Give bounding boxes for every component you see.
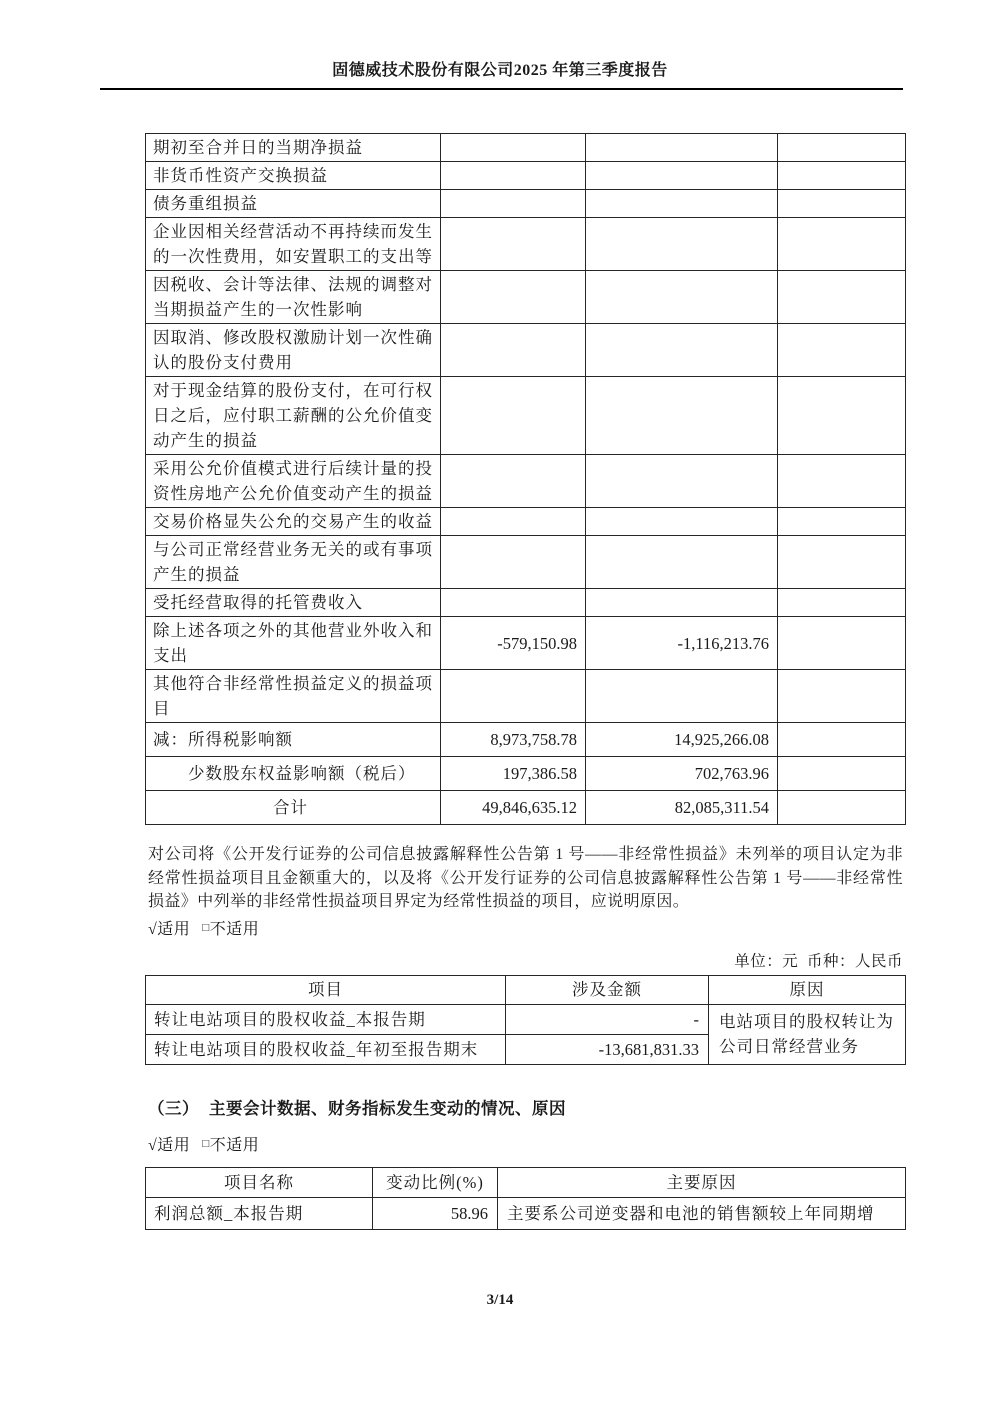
row-label: 其他符合非经常性损益定义的损益项目 bbox=[146, 670, 441, 723]
non-recurring-reason-table bbox=[145, 975, 906, 1065]
value-current-period bbox=[441, 589, 586, 617]
not-applicable-label: 不适用 bbox=[209, 1136, 260, 1154]
section-title: 主要会计数据、财务指标发生变动的情况、原因 bbox=[209, 1098, 566, 1118]
row-label: 与公司正常经营业务无关的或有事项产生的损益 bbox=[146, 536, 441, 589]
column-header-change-ratio: 变动比例(%) bbox=[373, 1167, 498, 1197]
value-ytd bbox=[586, 162, 778, 190]
value-current-period bbox=[441, 134, 586, 162]
row-label: 受托经营取得的托管费收入 bbox=[146, 589, 441, 617]
indicator-change-table bbox=[145, 1167, 906, 1230]
value-ytd bbox=[586, 190, 778, 218]
value-current-period bbox=[441, 162, 586, 190]
value-extra bbox=[778, 271, 906, 324]
value-ytd bbox=[586, 134, 778, 162]
main-reason-value: 主要系公司逆变器和电池的销售额较上年同期增 bbox=[498, 1197, 906, 1229]
applicable-label: 适用 bbox=[157, 1136, 191, 1154]
table-header-row bbox=[146, 975, 906, 1004]
applicable-group bbox=[148, 921, 190, 938]
amount-value: - bbox=[506, 1004, 709, 1034]
value-extra bbox=[778, 589, 906, 617]
table-row bbox=[146, 508, 906, 536]
row-label: 因税收、会计等法律、法规的调整对当期损益产生的一次性影响 bbox=[146, 271, 441, 324]
unit-currency-line: 单位：元 币种：人民币 bbox=[734, 952, 903, 970]
value-extra bbox=[778, 791, 906, 825]
explanation-paragraph: 对公司将《公开发行证券的公司信息披露解释性公告第 1 号——非经常性损益》未列举的项目认定为非经常性损益项目且金额重大的，以及将《公开发行证券的公司信息披露解释性公告第 1 号——非经常性损益》中列举的非经常性损益项目界定为经常性损益的项目，应说明原因。 bbox=[148, 846, 903, 910]
row-label: 对于现金结算的股份支付，在可行权日之后，应付职工薪酬的公允价值变动产生的损益 bbox=[146, 377, 441, 455]
change-ratio-value: 58.96 bbox=[373, 1197, 498, 1229]
value-extra bbox=[778, 455, 906, 508]
value-extra bbox=[778, 134, 906, 162]
value-current-period bbox=[441, 536, 586, 589]
value-current-period bbox=[441, 324, 586, 377]
amount-value: -13,681,831.33 bbox=[506, 1034, 709, 1064]
value-ytd bbox=[586, 670, 778, 723]
value-extra bbox=[778, 536, 906, 589]
value-extra bbox=[778, 162, 906, 190]
value-ytd bbox=[586, 508, 778, 536]
applicability-line bbox=[148, 916, 1000, 939]
row-label: 交易价格显失公允的交易产生的收益 bbox=[146, 508, 441, 536]
page-number: 3/14 bbox=[486, 1292, 514, 1308]
table-row bbox=[146, 162, 906, 190]
value-ytd bbox=[586, 218, 778, 271]
value-current-period bbox=[441, 455, 586, 508]
value-ytd bbox=[586, 536, 778, 589]
value-extra bbox=[778, 757, 906, 791]
value-current-period bbox=[441, 670, 586, 723]
section-heading bbox=[148, 1095, 1000, 1119]
table-row bbox=[146, 218, 906, 271]
table-row bbox=[146, 617, 906, 670]
value-ytd bbox=[586, 377, 778, 455]
table-row bbox=[146, 324, 906, 377]
value-extra bbox=[778, 190, 906, 218]
not-applicable-label: 不适用 bbox=[209, 920, 260, 938]
section-number: （三） bbox=[148, 1098, 199, 1118]
row-label: 债务重组损益 bbox=[146, 190, 441, 218]
value-current-period: 49,846,635.12 bbox=[441, 791, 586, 825]
value-current-period bbox=[441, 377, 586, 455]
applicable-group bbox=[148, 1137, 190, 1154]
value-extra bbox=[778, 508, 906, 536]
row-label: 利润总额_本报告期 bbox=[146, 1197, 373, 1229]
checkbox-empty-icon: □ bbox=[202, 1137, 210, 1150]
not-applicable-group bbox=[202, 1137, 259, 1154]
value-current-period bbox=[441, 508, 586, 536]
checkbox-empty-icon: □ bbox=[202, 921, 210, 934]
table-row-minority-interest bbox=[146, 757, 906, 791]
table-row-total bbox=[146, 791, 906, 825]
value-ytd: 702,763.96 bbox=[586, 757, 778, 791]
value-current-period: 197,386.58 bbox=[441, 757, 586, 791]
value-extra bbox=[778, 324, 906, 377]
table-row bbox=[146, 536, 906, 589]
row-label: 因取消、修改股权激励计划一次性确认的股份支付费用 bbox=[146, 324, 441, 377]
column-header-item-name: 项目名称 bbox=[146, 1167, 373, 1197]
value-ytd bbox=[586, 271, 778, 324]
table-row-income-tax bbox=[146, 723, 906, 757]
value-extra bbox=[778, 617, 906, 670]
header-divider bbox=[100, 88, 903, 90]
table-row bbox=[146, 1004, 906, 1034]
row-label: 减：所得税影响额 bbox=[146, 723, 441, 757]
check-icon: √ bbox=[148, 920, 158, 938]
value-ytd bbox=[586, 589, 778, 617]
table-row bbox=[146, 455, 906, 508]
table-row bbox=[146, 589, 906, 617]
row-label: 采用公允价值模式进行后续计量的投资性房地产公允价值变动产生的损益 bbox=[146, 455, 441, 508]
row-label: 合计 bbox=[146, 791, 441, 825]
table-row bbox=[146, 134, 906, 162]
row-label: 除上述各项之外的其他营业外收入和支出 bbox=[146, 617, 441, 670]
row-label: 非货币性资产交换损益 bbox=[146, 162, 441, 190]
value-ytd bbox=[586, 455, 778, 508]
row-label: 少数股东权益影响额（税后） bbox=[146, 757, 441, 791]
value-ytd bbox=[586, 324, 778, 377]
value-extra bbox=[778, 377, 906, 455]
row-label: 转让电站项目的股权收益_年初至报告期末 bbox=[146, 1034, 506, 1064]
table-header-row bbox=[146, 1167, 906, 1197]
column-header-main-reason: 主要原因 bbox=[498, 1167, 906, 1197]
check-icon: √ bbox=[148, 1136, 158, 1154]
value-current-period: 8,973,758.78 bbox=[441, 723, 586, 757]
table-row bbox=[146, 377, 906, 455]
value-current-period: -579,150.98 bbox=[441, 617, 586, 670]
value-extra bbox=[778, 218, 906, 271]
applicability-line bbox=[148, 1132, 1000, 1155]
value-current-period bbox=[441, 271, 586, 324]
reason-merged-cell: 电站项目的股权转让为公司日常经营业务 bbox=[709, 1004, 906, 1064]
table-row bbox=[146, 1197, 906, 1229]
row-label: 企业因相关经营活动不再持续而发生的一次性费用，如安置职工的支出等 bbox=[146, 218, 441, 271]
column-header-reason: 原因 bbox=[709, 975, 906, 1004]
not-applicable-group bbox=[202, 921, 259, 938]
table-row bbox=[146, 271, 906, 324]
value-extra bbox=[778, 723, 906, 757]
value-ytd: 14,925,266.08 bbox=[586, 723, 778, 757]
row-label: 转让电站项目的股权收益_本报告期 bbox=[146, 1004, 506, 1034]
table-row bbox=[146, 670, 906, 723]
value-ytd: -1,116,213.76 bbox=[586, 617, 778, 670]
column-header-amount: 涉及金额 bbox=[506, 975, 709, 1004]
value-current-period bbox=[441, 218, 586, 271]
table-row bbox=[146, 190, 906, 218]
applicable-label: 适用 bbox=[157, 920, 191, 938]
value-current-period bbox=[441, 190, 586, 218]
row-label: 期初至合并日的当期净损益 bbox=[146, 134, 441, 162]
value-extra bbox=[778, 670, 906, 723]
value-ytd: 82,085,311.54 bbox=[586, 791, 778, 825]
document-title: 固德威技术股份有限公司2025 年第三季度报告 bbox=[332, 62, 668, 79]
non-recurring-items-table bbox=[145, 133, 906, 825]
column-header-item: 项目 bbox=[146, 975, 506, 1004]
